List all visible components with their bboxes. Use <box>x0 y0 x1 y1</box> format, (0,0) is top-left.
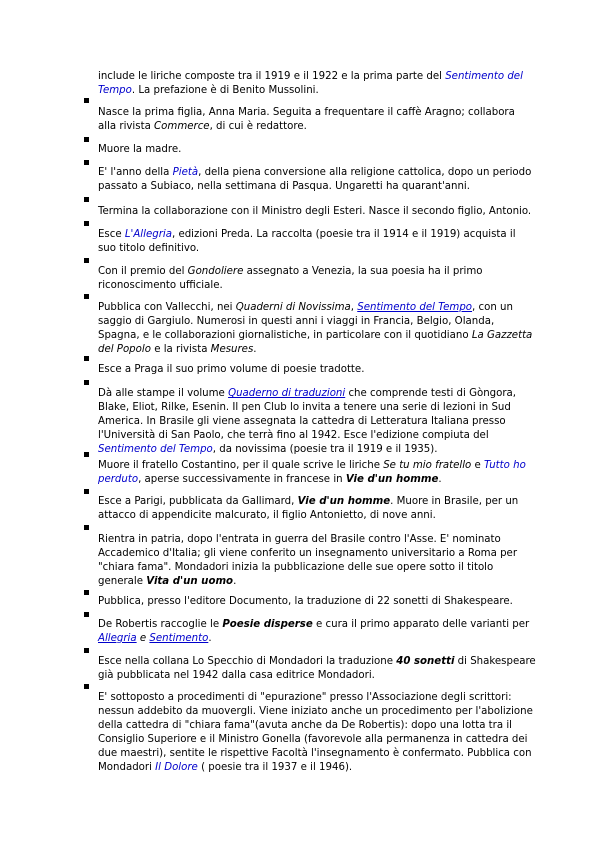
text-line <box>98 301 534 315</box>
text-line <box>98 143 534 157</box>
text-segment: Nasce la prima figlia, Anna Maria. Seguita a frequentare il caffè Aragno; collabora <box>98 107 515 118</box>
text-line <box>98 443 534 457</box>
text-segment: nessun addebito da muovergli. Viene iniziato anche un procedimento per l'abolizione <box>98 706 533 717</box>
text-segment: Pubblica, presso l'editore Documento, la traduzione di 22 sonetti di Shakespeare. <box>98 596 513 607</box>
text-segment: Mondadori <box>98 762 156 773</box>
bullet-marker <box>84 160 89 165</box>
text-line <box>98 120 534 134</box>
text-line <box>98 495 534 509</box>
text-line <box>98 401 534 415</box>
text-segment: , da novissima (poesie tra il 1919 e il 1935). <box>212 444 438 455</box>
paragraph <box>98 495 534 523</box>
work-title-link[interactable]: perduto <box>98 474 139 485</box>
text-segment: della cattedra di "chiara fama"(avuta anche da De Robertis): dopo una lotta tra il <box>98 720 513 731</box>
text-line <box>98 691 534 705</box>
text-segment: Vita d'un uomo <box>146 576 234 587</box>
text-segment: America. In Brasile gli viene assegnata la cattedra di Letteratura Italiana presso <box>98 416 506 427</box>
text-segment: due maestri), sentite le rispettive Facoltà l'insegnamento è confermato. Pubblica con <box>98 748 532 759</box>
text-line <box>98 363 534 377</box>
text-line <box>98 279 534 293</box>
text-segment: già pubblicata nel 1942 dalla casa editrice Mondadori. <box>98 670 375 681</box>
text-segment: De Robertis raccoglie le <box>98 619 223 630</box>
text-segment: , aperse successivamente in francese in <box>138 474 346 485</box>
text-line <box>98 228 534 242</box>
bullet-marker <box>84 258 89 263</box>
work-title-link[interactable]: L'Allegria <box>124 229 172 240</box>
bullet-marker <box>84 452 89 457</box>
paragraph <box>98 70 534 98</box>
text-segment: , con un <box>472 302 513 313</box>
text-line <box>98 509 534 523</box>
text-segment: suo titolo definitivo. <box>98 243 200 254</box>
work-title-link[interactable]: Sentimento del Tempo <box>357 302 473 313</box>
text-line <box>98 84 534 98</box>
text-segment: Gondoliere <box>187 266 244 277</box>
text-segment: , <box>350 302 358 313</box>
text-segment: . Muore in Brasile, per un <box>390 496 519 507</box>
work-title-link[interactable]: Tutto ho <box>484 460 526 471</box>
text-segment: . <box>233 576 237 587</box>
bullet-marker <box>84 525 89 530</box>
text-line <box>98 561 534 575</box>
bullet-marker <box>84 221 89 226</box>
paragraph <box>98 205 534 219</box>
work-title-link[interactable]: Il Dolore <box>155 762 198 773</box>
text-line <box>98 533 534 547</box>
bullet-marker <box>84 294 89 299</box>
text-segment: Rientra in patria, dopo l'entrata in guerra del Brasile contro l'Asse. E' nominato <box>98 534 501 545</box>
text-line <box>98 632 534 646</box>
text-segment: l'Università di San Paolo, che terrà fino al 1942. Esce l'edizione compiuta del <box>98 430 489 441</box>
text-segment: , edizioni Preda. La raccolta (poesie tra il 1914 e il 1919) acquista il <box>171 229 516 240</box>
text-segment: include le liriche composte tra il 1919 e il 1922 e la prima parte del <box>98 71 446 82</box>
text-segment: Accademico d'Italia; gli viene conferito un insegnamento universitario a Roma per <box>98 548 518 559</box>
text-line <box>98 242 534 256</box>
text-segment: Spagna, e le collaborazioni giornalistiche, in particolare con il quotidiano <box>98 330 472 341</box>
paragraph <box>98 363 534 377</box>
work-title-link[interactable]: Sentimento <box>149 633 209 644</box>
text-segment: , della piena conversione alla religione cattolica, dopo un periodo <box>198 167 532 178</box>
text-segment: Esce <box>98 229 125 240</box>
text-line <box>98 575 534 589</box>
bullet-marker <box>84 356 89 361</box>
text-line <box>98 669 534 683</box>
text-segment: Esce a Parigi, pubblicata da Gallimard, <box>98 496 298 507</box>
text-line <box>98 70 534 84</box>
text-line <box>98 180 534 194</box>
text-segment: e <box>471 460 485 471</box>
bullet-marker <box>84 98 89 103</box>
text-line <box>98 429 534 443</box>
text-segment: Quaderni di Novissima <box>235 302 351 313</box>
text-segment: Blake, Eliot, Rilke, Esenin. Il pen Club lo invita a tenere una serie di lezioni in Sud <box>98 402 511 413</box>
paragraph <box>98 228 534 256</box>
bullet-marker <box>84 590 89 595</box>
text-segment: . <box>438 474 442 485</box>
paragraph <box>98 595 534 609</box>
work-title-link[interactable]: Quaderno di traduzioni <box>228 388 346 399</box>
text-segment: Muore la madre. <box>98 144 182 155</box>
paragraph <box>98 691 534 775</box>
bullet-marker <box>84 380 89 385</box>
text-segment: e la rivista <box>150 344 211 355</box>
text-segment: e <box>139 633 147 644</box>
text-segment: Termina la collaborazione con il Ministro degli Esteri. Nasce il secondo figlio, Antonio. <box>98 206 532 217</box>
paragraph <box>98 166 534 194</box>
text-segment: del Popolo <box>98 344 151 355</box>
text-line <box>98 329 534 343</box>
text-segment: riconoscimento ufficiale. <box>98 280 223 291</box>
text-segment: , di cui è redattore. <box>209 121 307 132</box>
paragraph <box>98 655 534 683</box>
bullet-marker <box>84 648 89 653</box>
text-segment: Poesie disperse <box>222 619 313 630</box>
text-segment: 40 sonetti <box>396 656 455 667</box>
work-title-link[interactable]: Allegria <box>98 633 137 644</box>
text-segment: generale <box>98 576 147 587</box>
paragraph <box>98 533 534 589</box>
text-segment: Dà alle stampe il volume <box>98 388 229 399</box>
text-segment: La Gazzetta <box>471 330 533 341</box>
text-segment: che comprende testi di Gòngora, <box>345 388 517 399</box>
text-segment: ( poesie tra il 1937 e il 1946). <box>197 762 353 773</box>
text-segment: E' sottoposto a procedimenti di "epurazione" presso l'Associazione degli scrittori: <box>98 692 512 703</box>
text-segment: Muore il fratello Costantino, per il quale scrive le liriche <box>98 460 384 471</box>
text-segment: assegnato a Venezia, la sua poesia ha il primo <box>243 266 483 277</box>
bullet-marker <box>84 137 89 142</box>
text-segment: Pubblica con Vallecchi, nei <box>98 302 236 313</box>
text-segment: attacco di appendicite malcurato, il figlio Antonietto, di nove anni. <box>98 510 436 521</box>
text-line <box>98 106 534 120</box>
bullet-marker <box>84 612 89 617</box>
text-segment: Vie d'un homme <box>345 474 439 485</box>
text-line <box>98 387 534 401</box>
text-line <box>98 719 534 733</box>
work-title-link[interactable]: Tempo <box>98 85 132 96</box>
paragraph <box>98 265 534 293</box>
text-segment: Se tu mio fratello <box>383 460 472 471</box>
text-line <box>98 747 534 761</box>
text-line <box>98 761 534 775</box>
text-segment: alla rivista <box>98 121 155 132</box>
text-segment: . La prefazione è di Benito Mussolini. <box>131 85 319 96</box>
text-line <box>98 265 534 279</box>
text-segment: Vie d'un homme <box>297 496 391 507</box>
text-segment: Consiglio Superiore e il Ministro Gonella (favorevole alla permanenza in cattedra dei <box>98 734 528 745</box>
paragraph <box>98 143 534 157</box>
text-segment: E' l'anno della <box>98 167 173 178</box>
text-line <box>98 343 534 357</box>
work-title-link[interactable]: Sentimento del Tempo <box>98 444 213 455</box>
paragraph <box>98 387 534 457</box>
text-segment: . <box>208 633 212 644</box>
text-segment: Esce nella collana Lo Specchio di Mondadori la traduzione <box>98 656 397 667</box>
bullet-marker <box>84 684 89 689</box>
work-title-link[interactable]: Pietà <box>172 167 199 178</box>
text-line <box>98 473 534 487</box>
text-segment: Commerce <box>154 121 210 132</box>
paragraph <box>98 459 534 487</box>
text-line <box>98 655 534 669</box>
text-segment: Con il premio del <box>98 266 188 277</box>
text-line <box>98 705 534 719</box>
paragraph <box>98 106 534 134</box>
text-line <box>98 547 534 561</box>
text-line <box>98 415 534 429</box>
text-segment: Mesures <box>210 344 254 355</box>
bullet-marker <box>84 197 89 202</box>
bullet-marker <box>84 489 89 494</box>
text-segment: e cura il primo apparato delle varianti per <box>312 619 530 630</box>
paragraph <box>98 618 534 646</box>
work-title-link[interactable]: Sentimento del <box>445 71 523 82</box>
text-line <box>98 166 534 180</box>
text-segment: . <box>253 344 257 355</box>
paragraph <box>98 301 534 357</box>
text-line <box>98 595 534 609</box>
text-segment: "chiara fama". Mondadori inizia la pubblicazione delle sue opere sotto il titolo <box>98 562 494 573</box>
text-segment: passato a Subiaco, nella settimana di Pasqua. Ungaretti ha quarant'anni. <box>98 181 470 192</box>
text-line <box>98 459 534 473</box>
text-line <box>98 618 534 632</box>
text-segment: di Shakespeare <box>454 656 536 667</box>
text-segment: Esce a Praga il suo primo volume di poesie tradotte. <box>98 364 365 375</box>
text-line <box>98 205 534 219</box>
text-line <box>98 733 534 747</box>
text-segment: saggio di Gargiulo. Numerosi in questi anni i viaggi in Francia, Belgio, Olanda, <box>98 316 495 327</box>
text-line <box>98 315 534 329</box>
